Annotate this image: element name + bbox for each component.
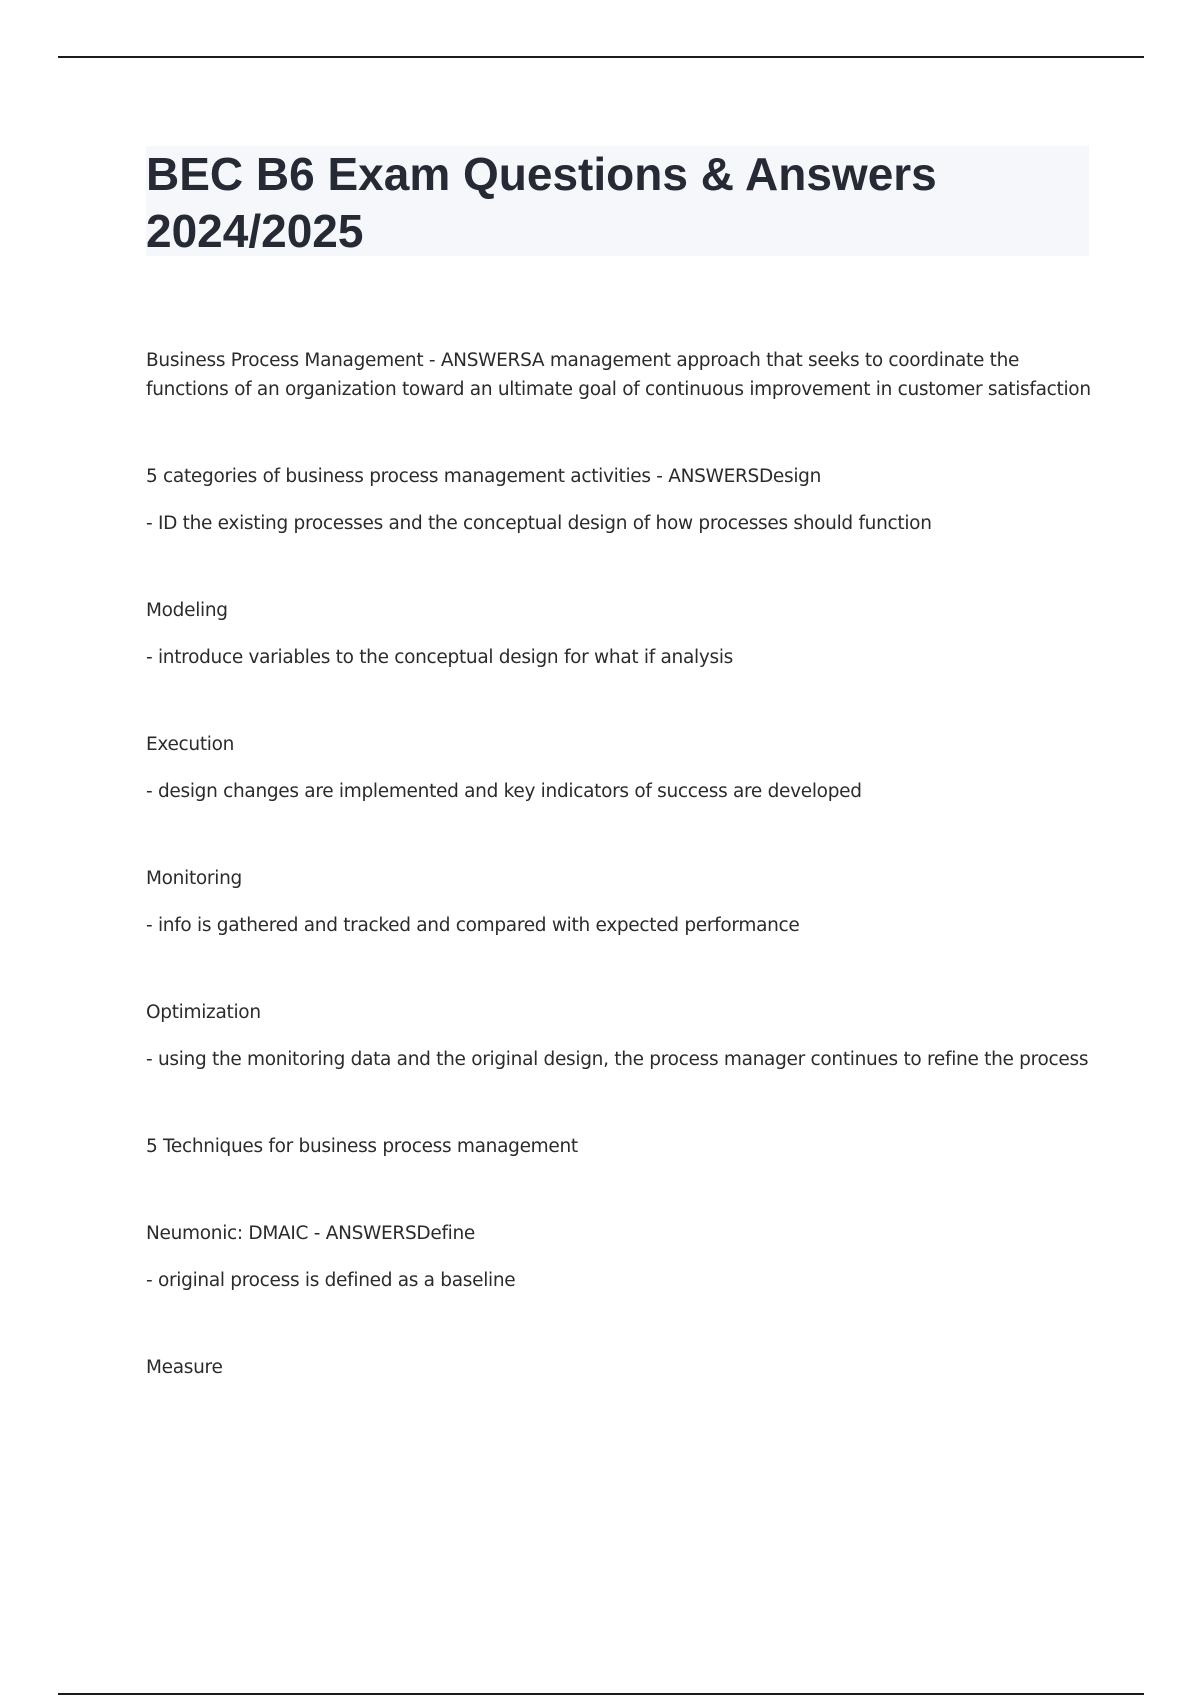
entry-define-detail: - original process is defined as a baseline bbox=[146, 1270, 516, 1291]
bottom-rule bbox=[58, 1693, 1144, 1695]
entry-business-process-management: Business Process Management - ANSWERSA management approach that seeks to coordinate the functions of an organization toward an ultimate goal of continuous improvement in customer satisfaction bbox=[146, 350, 1091, 400]
entry-design-detail: - ID the existing processes and the conceptual design of how processes should function bbox=[146, 513, 932, 534]
document-title bbox=[146, 146, 1089, 260]
entry-modeling-detail: - introduce variables to the conceptual design for what if analysis bbox=[146, 647, 734, 668]
entry-dmaic: Neumonic: DMAIC - ANSWERSDefine bbox=[146, 1223, 476, 1244]
entry-execution: Execution bbox=[146, 734, 235, 755]
title-block bbox=[146, 146, 1089, 256]
entry-monitoring: Monitoring bbox=[146, 868, 242, 889]
entry-measure: Measure bbox=[146, 1357, 223, 1378]
entry-monitoring-detail: - info is gathered and tracked and compared with expected performance bbox=[146, 915, 800, 936]
entry-5-techniques: 5 Techniques for business process management bbox=[146, 1136, 578, 1157]
entry-execution-detail: - design changes are implemented and key indicators of success are developed bbox=[146, 781, 862, 802]
title-line-1: BEC B6 Exam Questions & Answers bbox=[146, 148, 937, 200]
top-rule bbox=[58, 56, 1144, 58]
entry-optimization: Optimization bbox=[146, 1002, 261, 1023]
document-body bbox=[146, 346, 1096, 1382]
title-line-2: 2024/2025 bbox=[146, 205, 364, 257]
entry-5-categories: 5 categories of business process management activities - ANSWERSDesign bbox=[146, 466, 822, 487]
entry-optimization-detail: - using the monitoring data and the original design, the process manager continues to refine the process bbox=[146, 1049, 1089, 1070]
entry-modeling: Modeling bbox=[146, 600, 228, 621]
